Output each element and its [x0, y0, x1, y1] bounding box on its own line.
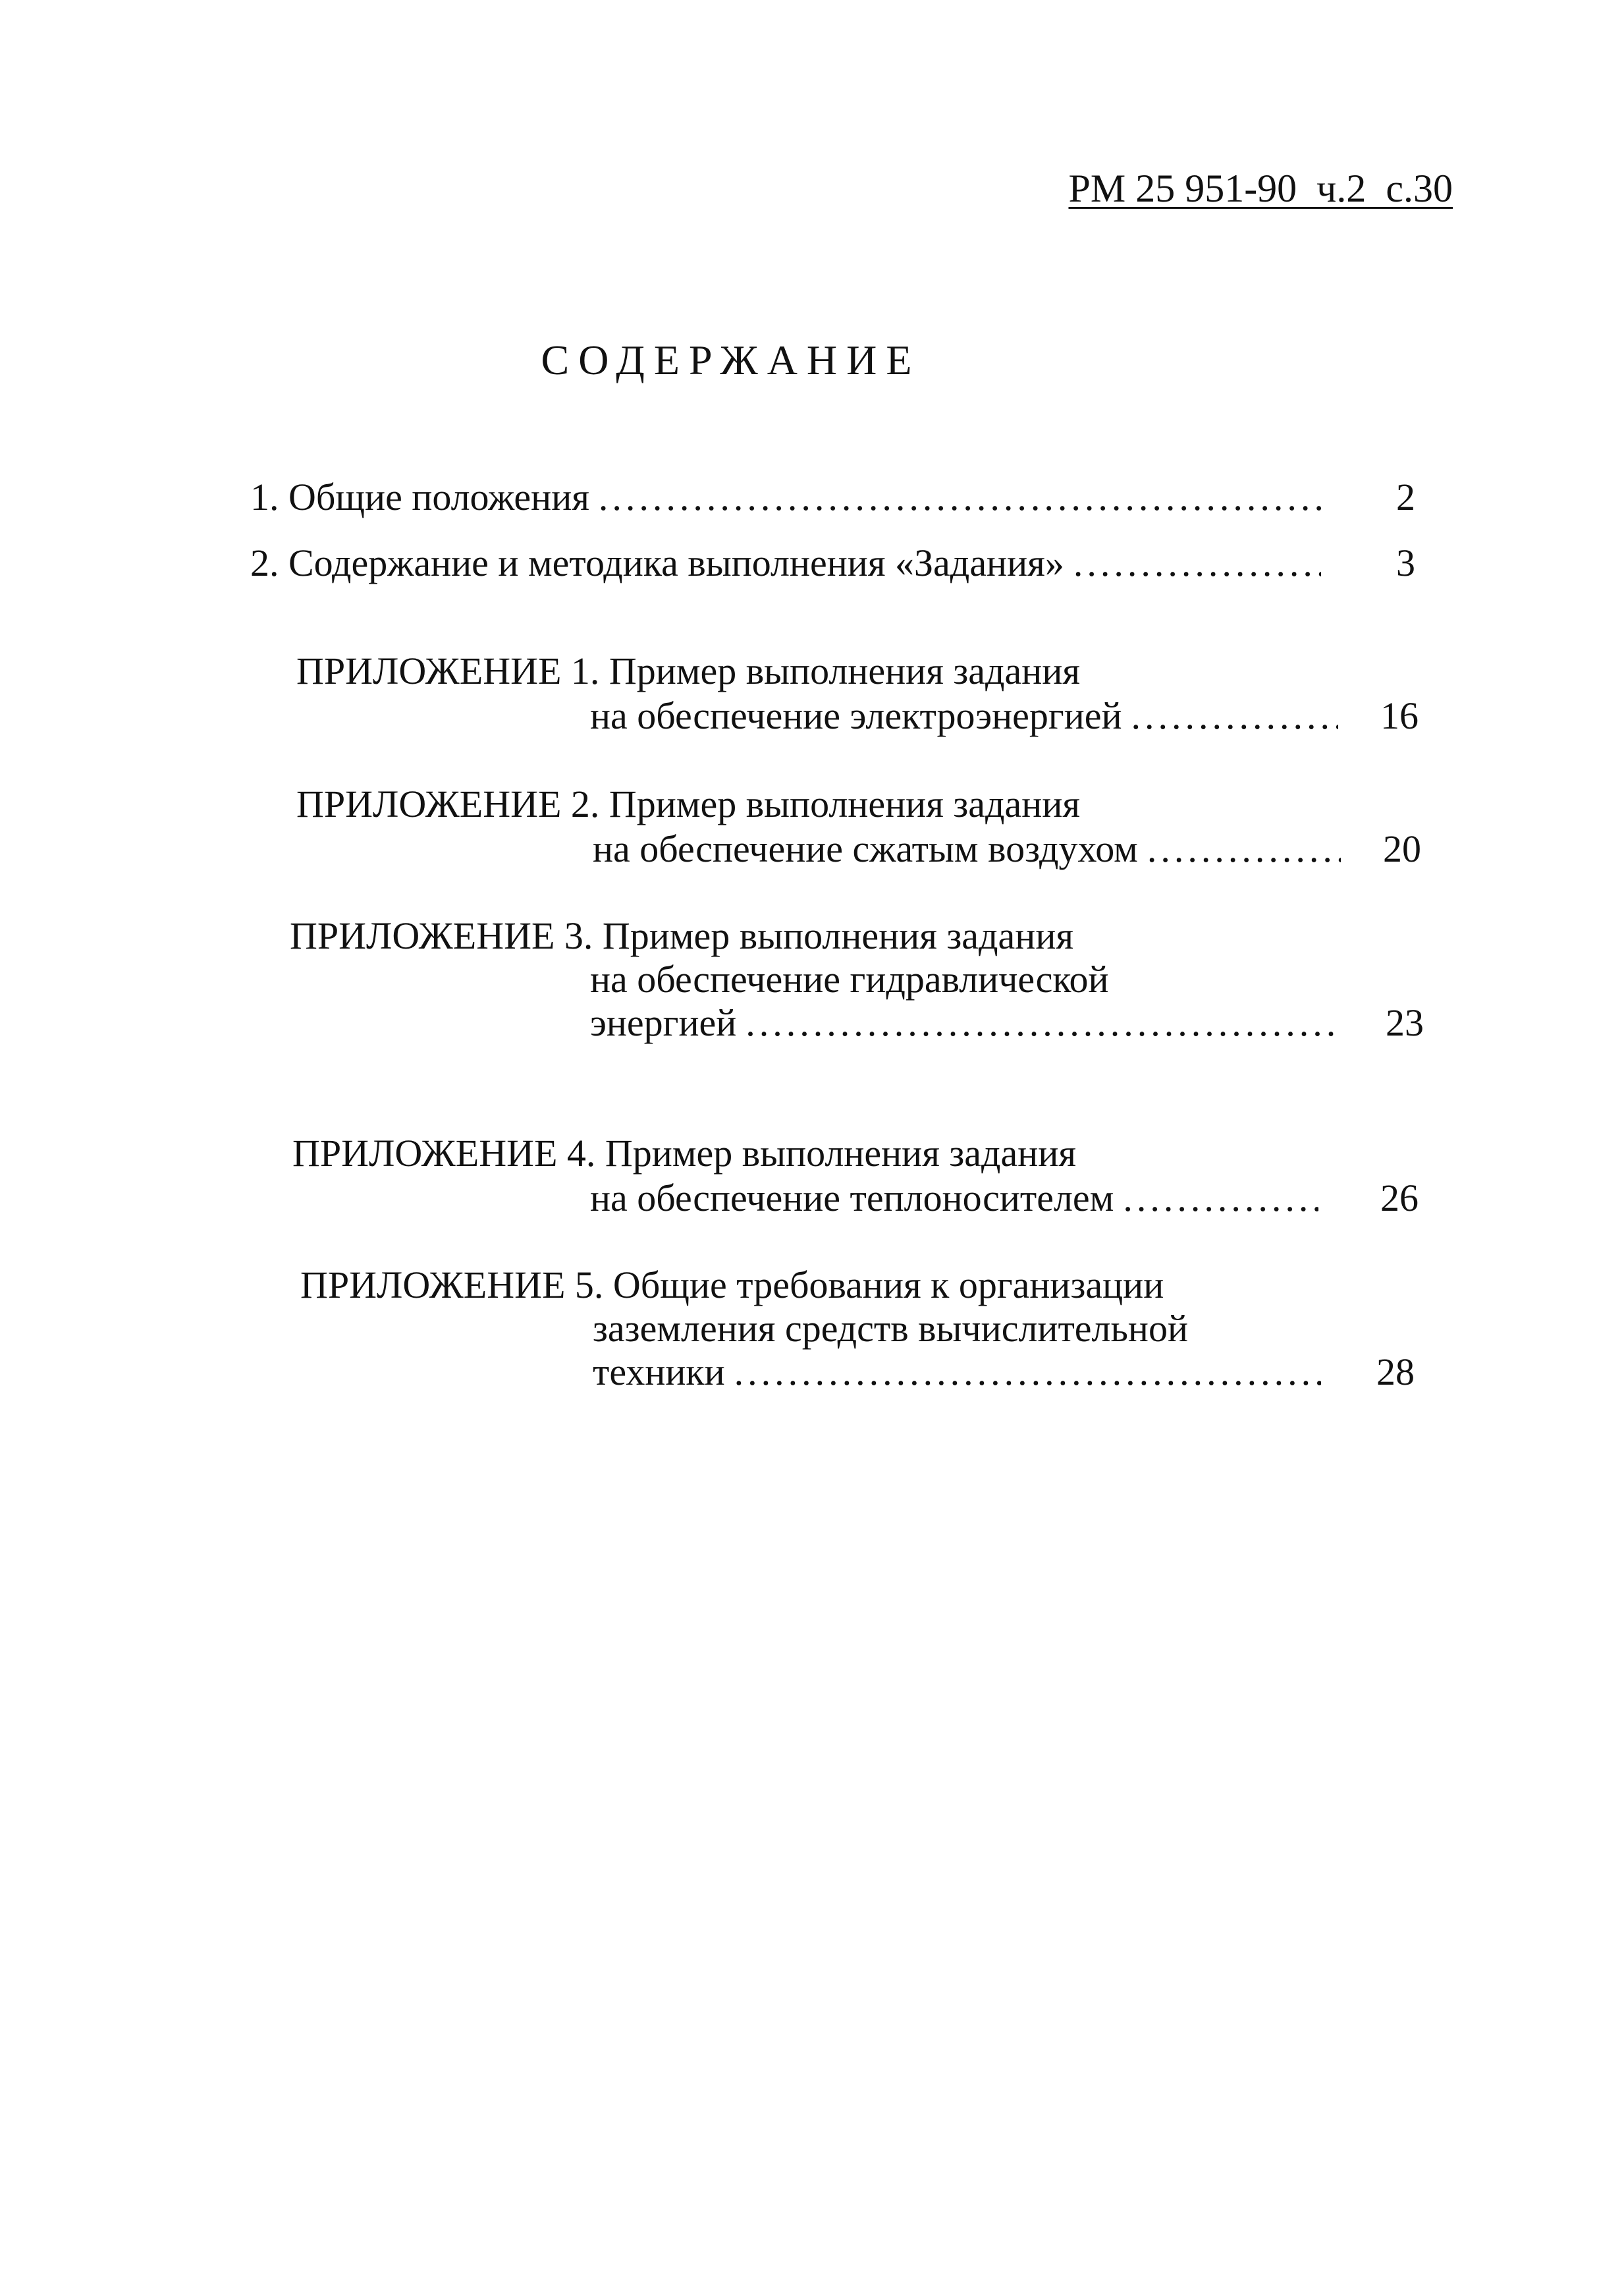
- appendix-5-subtitle: заземления средств вычислительной: [593, 1307, 1189, 1350]
- toc-entry-2[interactable]: [250, 540, 1330, 586]
- toc-page-number: 2: [1396, 476, 1415, 518]
- appendix-2-line: [593, 826, 1350, 872]
- dot-leader: [1073, 540, 1321, 586]
- appendix-2-subtitle: на обеспечение сжатым воздухом: [593, 827, 1138, 870]
- dot-leader: [734, 1349, 1321, 1395]
- toc-page-number: 3: [1396, 541, 1415, 584]
- dot-leader: [599, 474, 1321, 520]
- dot-leader: [1123, 1175, 1318, 1221]
- dot-leader: [1147, 826, 1341, 872]
- appendix-2-heading[interactable]: ПРИЛОЖЕНИЕ 2. Пример выполнения задания: [296, 783, 1081, 825]
- appendix-1-subtitle: на обеспечение электроэнергией: [590, 694, 1122, 737]
- toc-entry-text: 2. Содержание и методика выполнения «Задания»: [250, 541, 1064, 584]
- toc-page-number: 23: [1386, 1001, 1424, 1044]
- appendix-5-line: [593, 1349, 1330, 1395]
- document-code: РМ 25 951-90 ч.2 с.30: [1068, 167, 1453, 210]
- appendix-5-subtitle-end: техники: [593, 1350, 725, 1393]
- toc-entry-text: 1. Общие положения: [250, 476, 589, 518]
- appendix-3-heading[interactable]: ПРИЛОЖЕНИЕ 3. Пример выполнения задания: [290, 914, 1074, 957]
- appendix-3-subtitle-end: энергией: [590, 1001, 737, 1044]
- appendix-4-heading[interactable]: ПРИЛОЖЕНИЕ 4. Пример выполнения задания: [292, 1132, 1077, 1175]
- appendix-1-line: [590, 693, 1347, 739]
- appendix-1-heading[interactable]: ПРИЛОЖЕНИЕ 1. Пример выполнения задания: [296, 650, 1081, 692]
- appendix-3-subtitle: на обеспечение гидравлической: [590, 958, 1109, 1001]
- toc-entry-1[interactable]: [250, 474, 1330, 520]
- appendix-5-heading[interactable]: ПРИЛОЖЕНИЕ 5. Общие требования к организации: [300, 1263, 1164, 1306]
- appendix-4-line: [590, 1175, 1328, 1221]
- toc-page-number: 16: [1380, 694, 1419, 737]
- page-title: СОДЕРЖАНИЕ: [541, 337, 921, 383]
- dot-leader: [745, 1000, 1338, 1046]
- toc-page-number: 28: [1376, 1350, 1415, 1393]
- toc-page-number: 20: [1383, 827, 1421, 870]
- dot-leader: [1131, 693, 1338, 739]
- appendix-4-subtitle: на обеспечение теплоносителем: [590, 1177, 1114, 1219]
- appendix-3-line: [590, 1000, 1347, 1046]
- toc-page-number: 26: [1380, 1177, 1419, 1219]
